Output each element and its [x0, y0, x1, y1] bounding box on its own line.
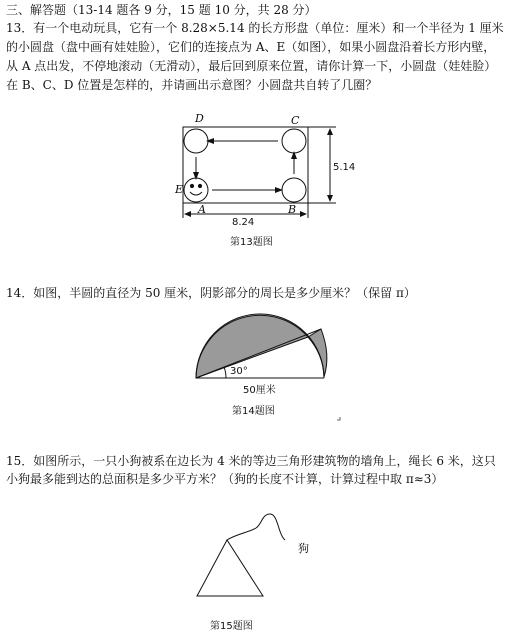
q14-text: 14．如图，半圆的直径为 50 厘米，阴影部分的周长是多少厘米？（保留 π） [6, 286, 416, 300]
q13-text-line-3: 从 A 点出发，不停地滚动（无滑动），最后回到原来位置，请你计算一下，小圆盘（娃娃脸） [6, 59, 497, 73]
q14-caption: 第14题图 [232, 406, 275, 417]
q13-label-d: D [195, 112, 204, 125]
q15-triangle-building [197, 540, 263, 596]
q15-dog-label: 狗 [298, 542, 309, 555]
q15-rope [227, 514, 285, 540]
q15-text-line-1: 15．如图所示，一只小狗被系在边长为 4 米的等边三角形建筑物的墙角上，绳长 6 米，这只 [6, 454, 496, 468]
q13-text-line-1: 13．有一个电动玩具，它有一个 8.28×5.14 的长方形盘（单位：厘米）和一个半径为 1 厘米 [6, 21, 504, 35]
q13-label-e: E [175, 183, 184, 196]
q13-text-line-4: 在 B、C、D 位置是怎样的，并请画出示意图？小圆盘共自转了几圈？ [6, 78, 378, 92]
q13-caption: 第13题图 [230, 237, 273, 248]
q15-caption: 第15题图 [210, 621, 253, 632]
section-header: 三、解答题（13-14 题各 9 分，15 题 10 分，共 28 分） [6, 3, 317, 17]
q13-text-line-2: 的小圆盘（盘中画有娃娃脸），它们的连接点为 A、E（如图），如果小圆盘沿着长方形内壁， [6, 40, 496, 54]
q14-angle-label: 30° [230, 366, 248, 377]
q14-diameter-label: 50厘米 [243, 385, 276, 396]
q13-label-b: B [288, 203, 297, 216]
q13-width-label: 8.24 [232, 217, 255, 228]
q13-label-a: A [198, 203, 206, 216]
q15-text-line-2: 小狗最多能到达的总面积是多少平方米？（狗的长度不计算，计算过程中取 π≈3） [6, 472, 444, 486]
q13-label-c: C [291, 114, 300, 127]
q13-height-label: 5.14 [333, 162, 356, 173]
